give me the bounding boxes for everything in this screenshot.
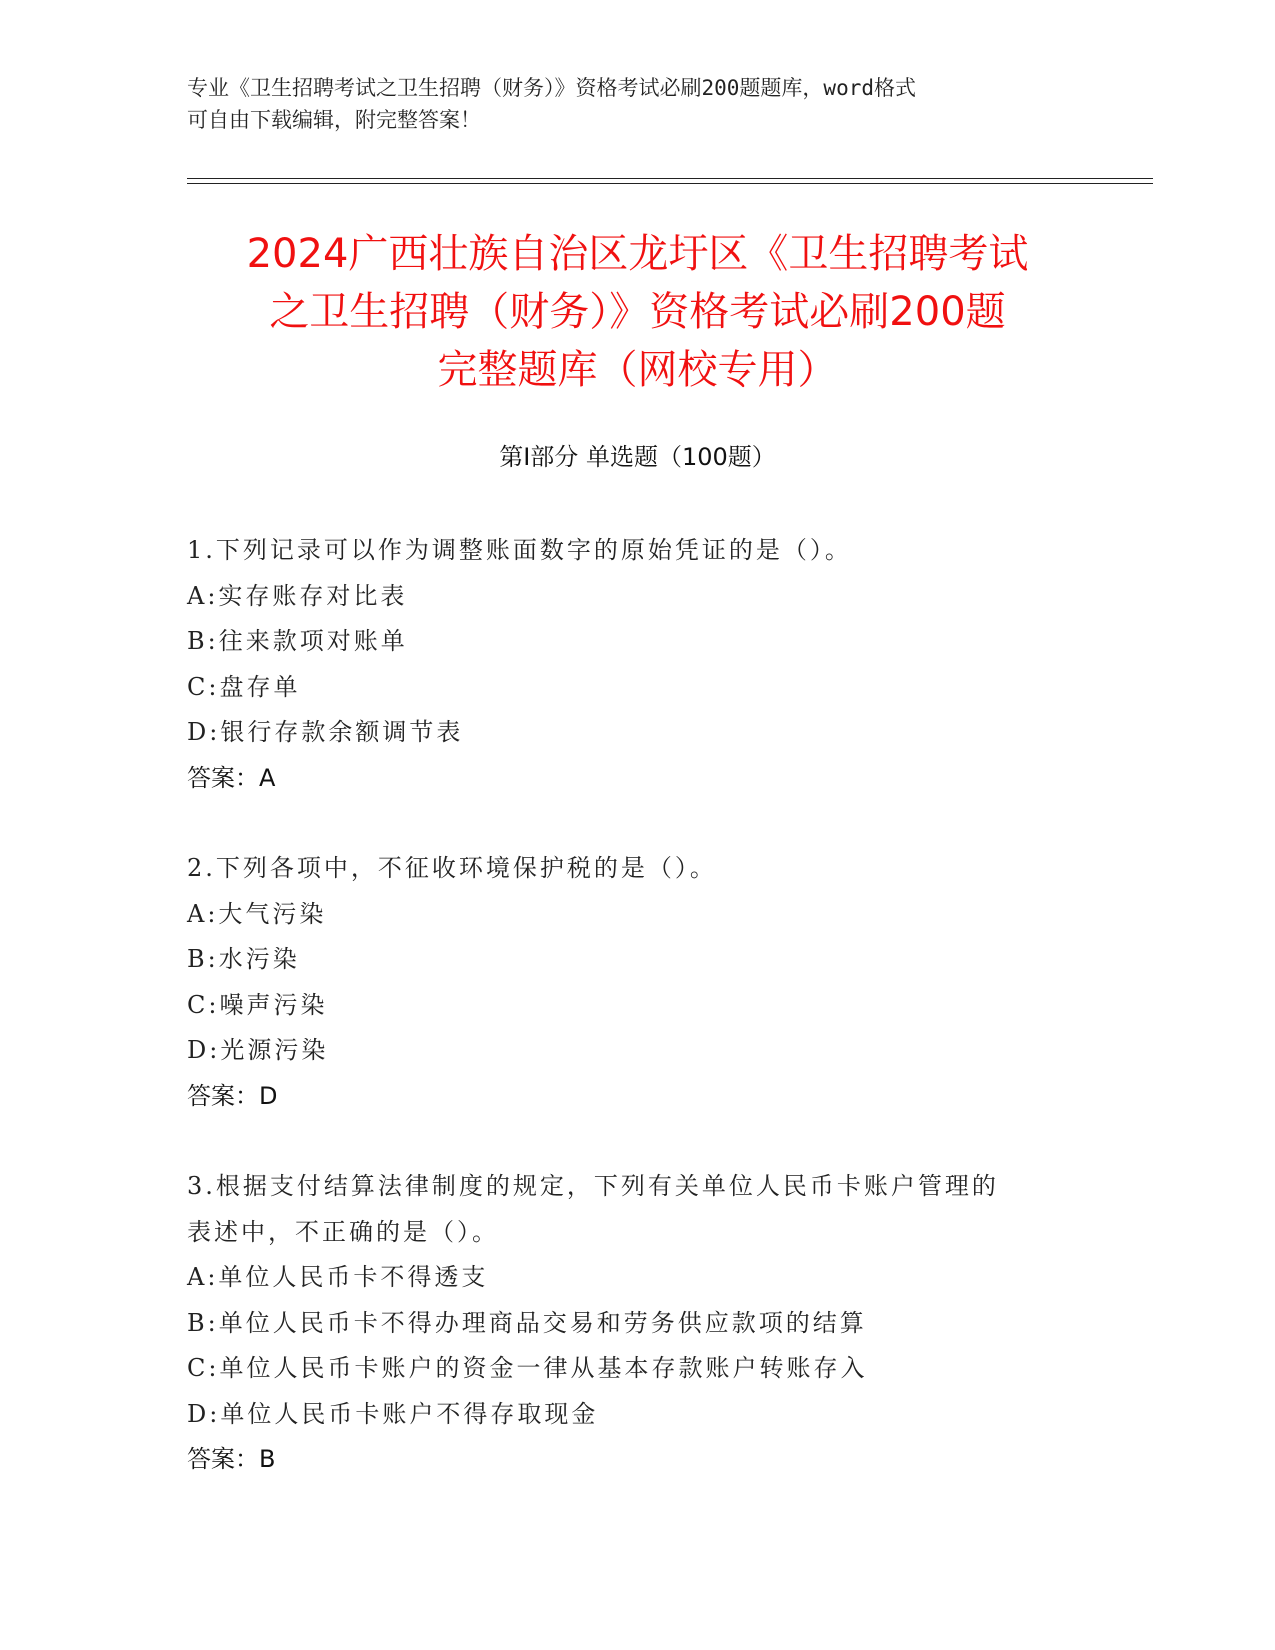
question-stem: 1.下列记录可以作为调整账面数字的原始凭证的是（）。	[187, 536, 852, 564]
option-a: A:实存账存对比表	[187, 581, 408, 610]
option-c: C:盘存单	[187, 672, 301, 701]
answer-label: 答案：A	[187, 763, 276, 792]
document-title	[150, 225, 1125, 399]
document-title-line-2: 之卫生招聘（财务）》资格考试必刷200题	[269, 289, 1006, 335]
question-list	[187, 528, 1087, 1528]
option-d: D:单位人民币卡账户不得存取现金	[187, 1399, 599, 1428]
question-stem-continued: 表述中，不正确的是（）。	[187, 1217, 499, 1246]
question-1	[187, 528, 1087, 801]
option-b: B:水污染	[187, 945, 300, 973]
option-a: A:单位人民币卡不得透支	[187, 1263, 489, 1291]
question-3	[187, 1164, 1087, 1483]
document-title-line-1: 2024广西壮族自治区龙圩区《卫生招聘考试	[246, 231, 1029, 277]
header-divider-bottom	[187, 183, 1153, 184]
question-2	[187, 846, 1087, 1119]
option-d: D:光源污染	[187, 1036, 329, 1064]
option-c: C:噪声污染	[187, 990, 328, 1019]
option-d: D:银行存款余额调节表	[187, 718, 464, 746]
option-a: A:大气污染	[187, 899, 327, 928]
question-stem: 3.根据支付结算法律制度的规定，下列有关单位人民币卡账户管理的	[187, 1172, 999, 1200]
header-note-line-2: 可自由下载编辑，附完整答案！	[187, 108, 481, 132]
answer-label: 答案：D	[187, 1081, 278, 1110]
option-b: B:往来款项对账单	[187, 627, 408, 655]
document-title-line-3: 完整题库（网校专用）	[437, 347, 838, 393]
document-header-note	[187, 72, 1067, 136]
header-note-line-1: 专业《卫生招聘考试之卫生招聘（财务）》资格考试必刷200题题库，word格式	[187, 76, 916, 100]
section-title: 第Ⅰ部分 单选题（100题）	[499, 443, 776, 471]
option-b: B:单位人民币卡不得办理商品交易和劳务供应款项的结算	[187, 1308, 867, 1337]
question-stem: 2.下列各项中，不征收环境保护税的是（）。	[187, 854, 717, 882]
answer-label: 答案：B	[187, 1445, 276, 1473]
option-c: C:单位人民币卡账户的资金一律从基本存款账户转账存入	[187, 1354, 868, 1382]
header-divider-top	[187, 178, 1153, 179]
